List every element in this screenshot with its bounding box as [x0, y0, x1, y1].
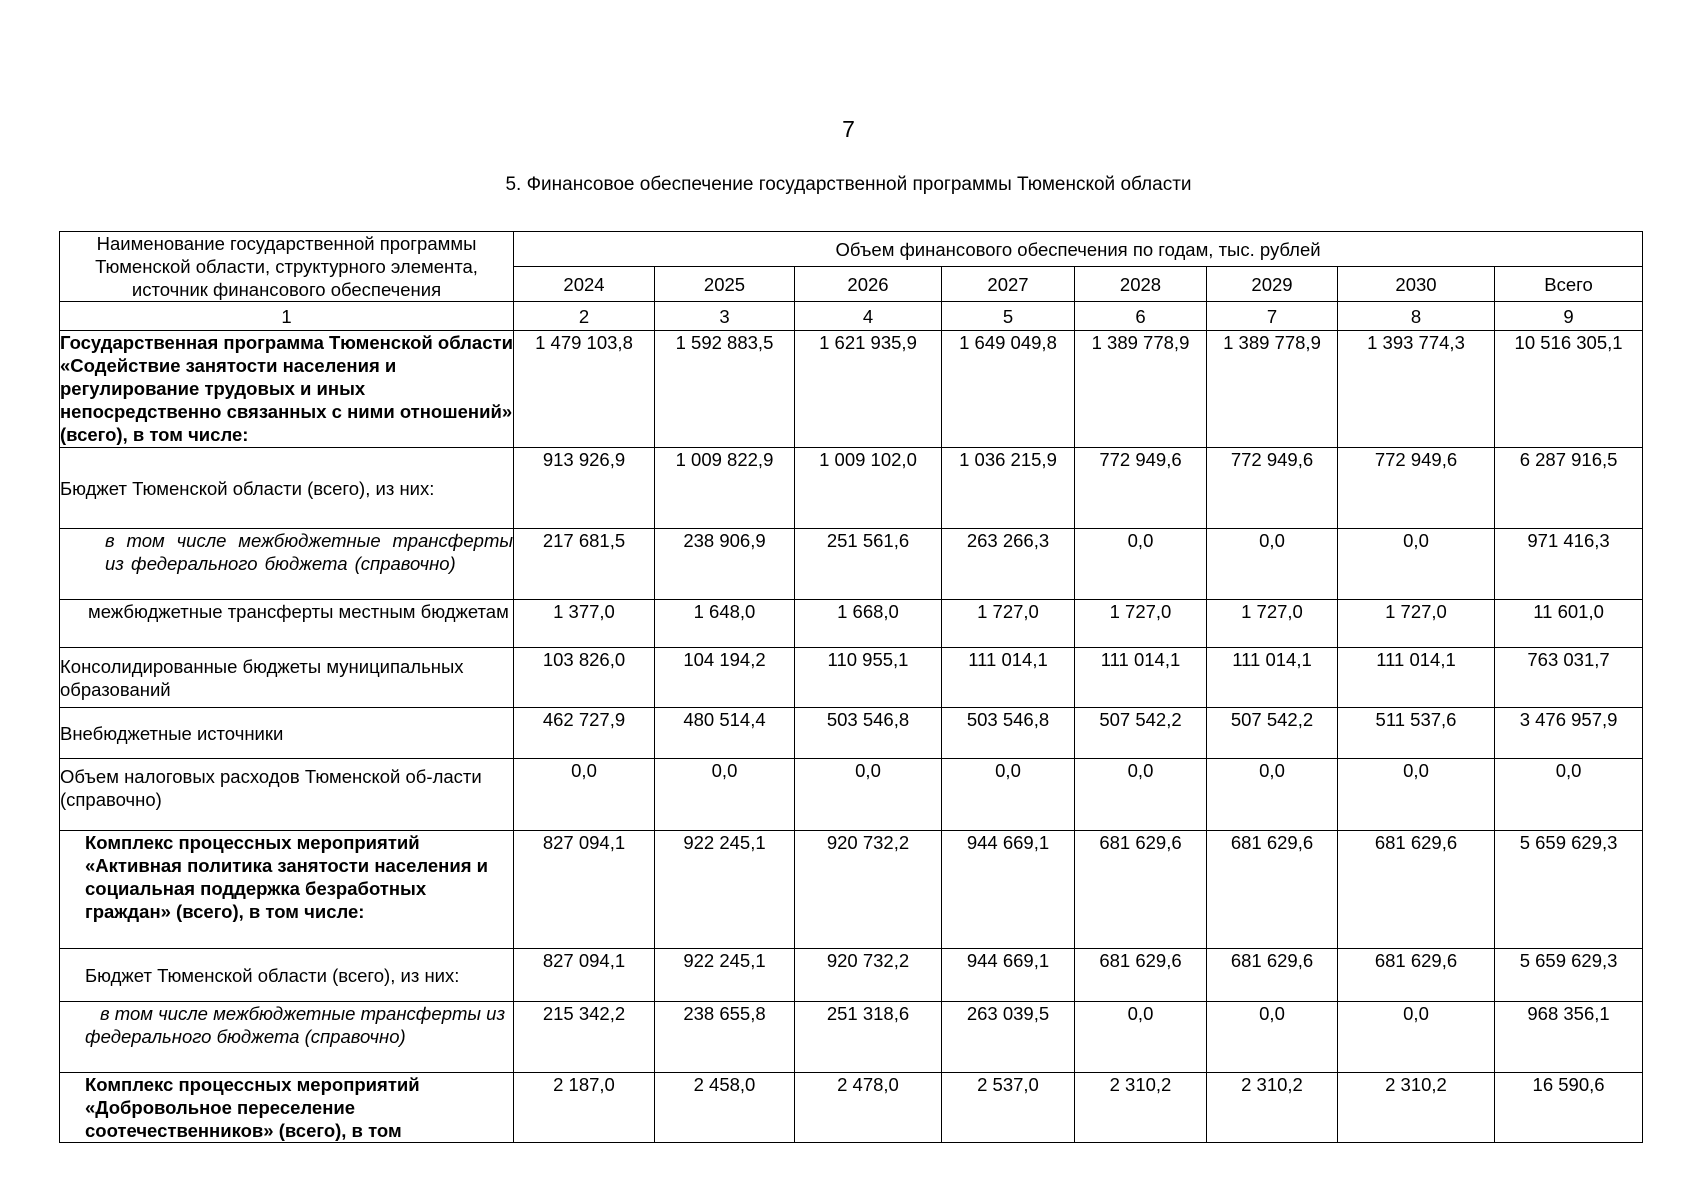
year-header: 2029: [1207, 267, 1338, 302]
cell-value: 16 590,6: [1495, 1073, 1643, 1143]
cell-value: 507 542,2: [1207, 708, 1338, 759]
column-number: 5: [942, 302, 1075, 331]
cell-value: 1 036 215,9: [942, 448, 1075, 529]
row-name: Бюджет Тюменской области (всего), из них:: [60, 949, 514, 1002]
cell-value: 0,0: [1075, 759, 1207, 831]
cell-value: 251 561,6: [795, 529, 942, 600]
cell-value: 1 727,0: [1338, 600, 1495, 648]
column-number: 4: [795, 302, 942, 331]
cell-value: 2 187,0: [514, 1073, 655, 1143]
table-row: [60, 759, 1643, 831]
row-name: в том числе межбюджетные трансферты из федерального бюджета (справочно): [60, 529, 514, 600]
cell-value: 0,0: [1075, 529, 1207, 600]
year-header: 2026: [795, 267, 942, 302]
cell-value: 681 629,6: [1075, 949, 1207, 1002]
year-header: 2025: [655, 267, 795, 302]
cell-value: 507 542,2: [1075, 708, 1207, 759]
cell-value: 0,0: [1207, 1002, 1338, 1073]
cell-value: 913 926,9: [514, 448, 655, 529]
year-header: 2028: [1075, 267, 1207, 302]
cell-value: 11 601,0: [1495, 600, 1643, 648]
cell-value: 681 629,6: [1338, 949, 1495, 1002]
cell-value: 110 955,1: [795, 648, 942, 708]
column-number: 8: [1338, 302, 1495, 331]
row-name: Внебюджетные источники: [60, 708, 514, 759]
cell-value: 1 479 103,8: [514, 331, 655, 448]
row-name: Консолидированные бюджеты муниципальных образований: [60, 648, 514, 708]
cell-value: 971 416,3: [1495, 529, 1643, 600]
cell-value: 0,0: [1338, 1002, 1495, 1073]
cell-value: 920 732,2: [795, 831, 942, 949]
cell-value: 2 310,2: [1338, 1073, 1495, 1143]
cell-value: 1 727,0: [1207, 600, 1338, 648]
table-row: [60, 1002, 1643, 1073]
cell-value: 968 356,1: [1495, 1002, 1643, 1073]
cell-value: 681 629,6: [1207, 949, 1338, 1002]
cell-value: 3 476 957,9: [1495, 708, 1643, 759]
cell-value: 1 621 935,9: [795, 331, 942, 448]
table-row: [60, 831, 1643, 949]
year-header: 2030: [1338, 267, 1495, 302]
cell-value: 2 478,0: [795, 1073, 942, 1143]
cell-value: 1 649 049,8: [942, 331, 1075, 448]
cell-value: 0,0: [1207, 759, 1338, 831]
cell-value: 215 342,2: [514, 1002, 655, 1073]
group-header: Объем финансового обеспечения по годам, тыс. рублей: [514, 232, 1643, 267]
cell-value: 111 014,1: [1338, 648, 1495, 708]
cell-value: 1 727,0: [942, 600, 1075, 648]
cell-value: 944 669,1: [942, 949, 1075, 1002]
table-row: [60, 448, 1643, 529]
table-row: [60, 529, 1643, 600]
cell-value: 827 094,1: [514, 949, 655, 1002]
column-number: 2: [514, 302, 655, 331]
cell-value: 0,0: [1338, 759, 1495, 831]
table-row: [60, 949, 1643, 1002]
cell-value: 6 287 916,5: [1495, 448, 1643, 529]
cell-value: 5 659 629,3: [1495, 949, 1643, 1002]
cell-value: 0,0: [655, 759, 795, 831]
cell-value: 111 014,1: [942, 648, 1075, 708]
cell-value: 263 266,3: [942, 529, 1075, 600]
cell-value: 681 629,6: [1207, 831, 1338, 949]
cell-value: 480 514,4: [655, 708, 795, 759]
cell-value: 10 516 305,1: [1495, 331, 1643, 448]
financing-table: [59, 231, 1643, 1143]
cell-value: 1 009 102,0: [795, 448, 942, 529]
table-row: [60, 708, 1643, 759]
cell-value: 111 014,1: [1207, 648, 1338, 708]
row-name: Комплекс процессных мероприятий «Активная политика занятости населения и социальная поддержка безработных граждан» (всего), в том числе:: [60, 831, 514, 949]
row-name: межбюджетные трансферты местным бюджетам: [60, 600, 514, 648]
cell-value: 1 377,0: [514, 600, 655, 648]
column-number: 6: [1075, 302, 1207, 331]
cell-value: 1 009 822,9: [655, 448, 795, 529]
cell-value: 238 655,8: [655, 1002, 795, 1073]
table-row: [60, 648, 1643, 708]
cell-value: 2 458,0: [655, 1073, 795, 1143]
cell-value: 503 546,8: [795, 708, 942, 759]
cell-value: 1 389 778,9: [1207, 331, 1338, 448]
cell-value: 0,0: [1207, 529, 1338, 600]
cell-value: 2 310,2: [1075, 1073, 1207, 1143]
cell-value: 503 546,8: [942, 708, 1075, 759]
row-name: Комплекс процессных мероприятий «Добровольное переселение соотечественников» (всего), в том: [60, 1073, 514, 1143]
cell-value: 238 906,9: [655, 529, 795, 600]
cell-value: 511 537,6: [1338, 708, 1495, 759]
cell-value: 1 727,0: [1075, 600, 1207, 648]
total-header: Всего: [1495, 267, 1643, 302]
cell-value: 217 681,5: [514, 529, 655, 600]
year-header: 2027: [942, 267, 1075, 302]
cell-value: 462 727,9: [514, 708, 655, 759]
cell-value: 1 393 774,3: [1338, 331, 1495, 448]
cell-value: 0,0: [942, 759, 1075, 831]
table-row: [60, 1073, 1643, 1143]
name-column-header: Наименование государственной программы Тюменской области, структурного элемента, источник финансового обеспечения: [60, 232, 514, 302]
cell-value: 0,0: [795, 759, 942, 831]
year-header: 2024: [514, 267, 655, 302]
cell-value: 251 318,6: [795, 1002, 942, 1073]
cell-value: 0,0: [1338, 529, 1495, 600]
column-number: 1: [60, 302, 514, 331]
column-number: 3: [655, 302, 795, 331]
column-number: 7: [1207, 302, 1338, 331]
cell-value: 772 949,6: [1075, 448, 1207, 529]
table-row: [60, 331, 1643, 448]
cell-value: 111 014,1: [1075, 648, 1207, 708]
cell-value: 922 245,1: [655, 949, 795, 1002]
cell-value: 103 826,0: [514, 648, 655, 708]
cell-value: 827 094,1: [514, 831, 655, 949]
page-number: 7: [842, 116, 855, 142]
cell-value: 1 668,0: [795, 600, 942, 648]
section-title: 5. Финансовое обеспечение государственной программы Тюменской области: [505, 174, 1192, 195]
cell-value: 0,0: [1075, 1002, 1207, 1073]
cell-value: 5 659 629,3: [1495, 831, 1643, 949]
cell-value: 1 648,0: [655, 600, 795, 648]
cell-value: 2 310,2: [1207, 1073, 1338, 1143]
cell-value: 681 629,6: [1075, 831, 1207, 949]
cell-value: 104 194,2: [655, 648, 795, 708]
cell-value: 1 389 778,9: [1075, 331, 1207, 448]
row-name: Бюджет Тюменской области (всего), из них:: [60, 448, 514, 529]
cell-value: 263 039,5: [942, 1002, 1075, 1073]
cell-value: 0,0: [1495, 759, 1643, 831]
row-name: Объем налоговых расходов Тюменской об-ласти (справочно): [60, 759, 514, 831]
row-name: Государственная программа Тюменской области «Содействие занятости населения и регулирование трудовых и иных непосредственно связанных с ними отношений» (всего), в том числе:: [60, 331, 514, 448]
cell-value: 1 592 883,5: [655, 331, 795, 448]
cell-value: 772 949,6: [1338, 448, 1495, 529]
cell-value: 772 949,6: [1207, 448, 1338, 529]
cell-value: 0,0: [514, 759, 655, 831]
row-name: в том числе межбюджетные трансферты из федерального бюджета (справочно): [60, 1002, 514, 1073]
column-number: 9: [1495, 302, 1643, 331]
column-number-row: [60, 302, 1643, 331]
cell-value: 681 629,6: [1338, 831, 1495, 949]
cell-value: 763 031,7: [1495, 648, 1643, 708]
cell-value: 2 537,0: [942, 1073, 1075, 1143]
cell-value: 944 669,1: [942, 831, 1075, 949]
cell-value: 920 732,2: [795, 949, 942, 1002]
table-row: [60, 600, 1643, 648]
cell-value: 922 245,1: [655, 831, 795, 949]
